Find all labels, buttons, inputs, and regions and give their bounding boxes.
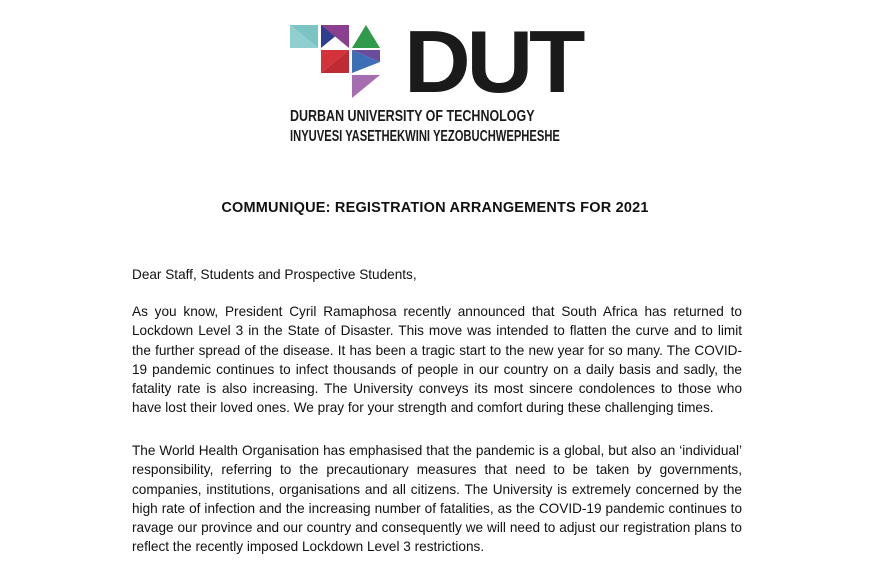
paragraph: As you know, President Cyril Ramaphosa recently announced that South Africa has returned to Lockdown Level 3 in the State of Disaster. This move was intended to flatten the curve and to limit the further spread of the disease. It has been a tragic start to the new year for so many. The COVID-19 pandemic continues to infect thousands of people in our country on a daily basis and sadly, the fatality rate is also increasing. The University conveys its most sincere condolences to those who have lost their loved ones. We pray for your strength and comfort during these challenging times. [132, 304, 742, 416]
logo-wordmark: DUT [404, 12, 582, 111]
logo-triangle-lilac [352, 75, 380, 98]
paragraph: The World Health Organisation has emphasised that the pandemic is a global, but also an ‘individual’ responsibility, referring to the precautionary measures that need to be taken by governments, companies, institutions, organisations and all citizens. The University is extremely concerned by the high rate of infection and the increasing number of fatalities, as the COVID-19 pandemic continues to ravage our province and our country and consequently we will need to adjust our registration plans to reflect the recently imposed Lockdown Level 3 restrictions. [132, 443, 742, 555]
logo-university-name: DURBAN UNIVERSITY OF TECHNOLOGY [290, 108, 535, 125]
document-title: COMMUNIQUE: REGISTRATION ARRANGEMENTS FOR 2021 [221, 200, 649, 216]
dut-logo [287, 12, 582, 147]
greeting: Dear Staff, Students and Prospective Students, [132, 267, 417, 282]
dut-triangles-logo-mark [287, 22, 405, 100]
logo-university-name-zulu: INYUVESI YASETHEKWINI YEZOBUCHWEPHESHE [290, 128, 560, 145]
logo-triangle-green [352, 25, 380, 48]
